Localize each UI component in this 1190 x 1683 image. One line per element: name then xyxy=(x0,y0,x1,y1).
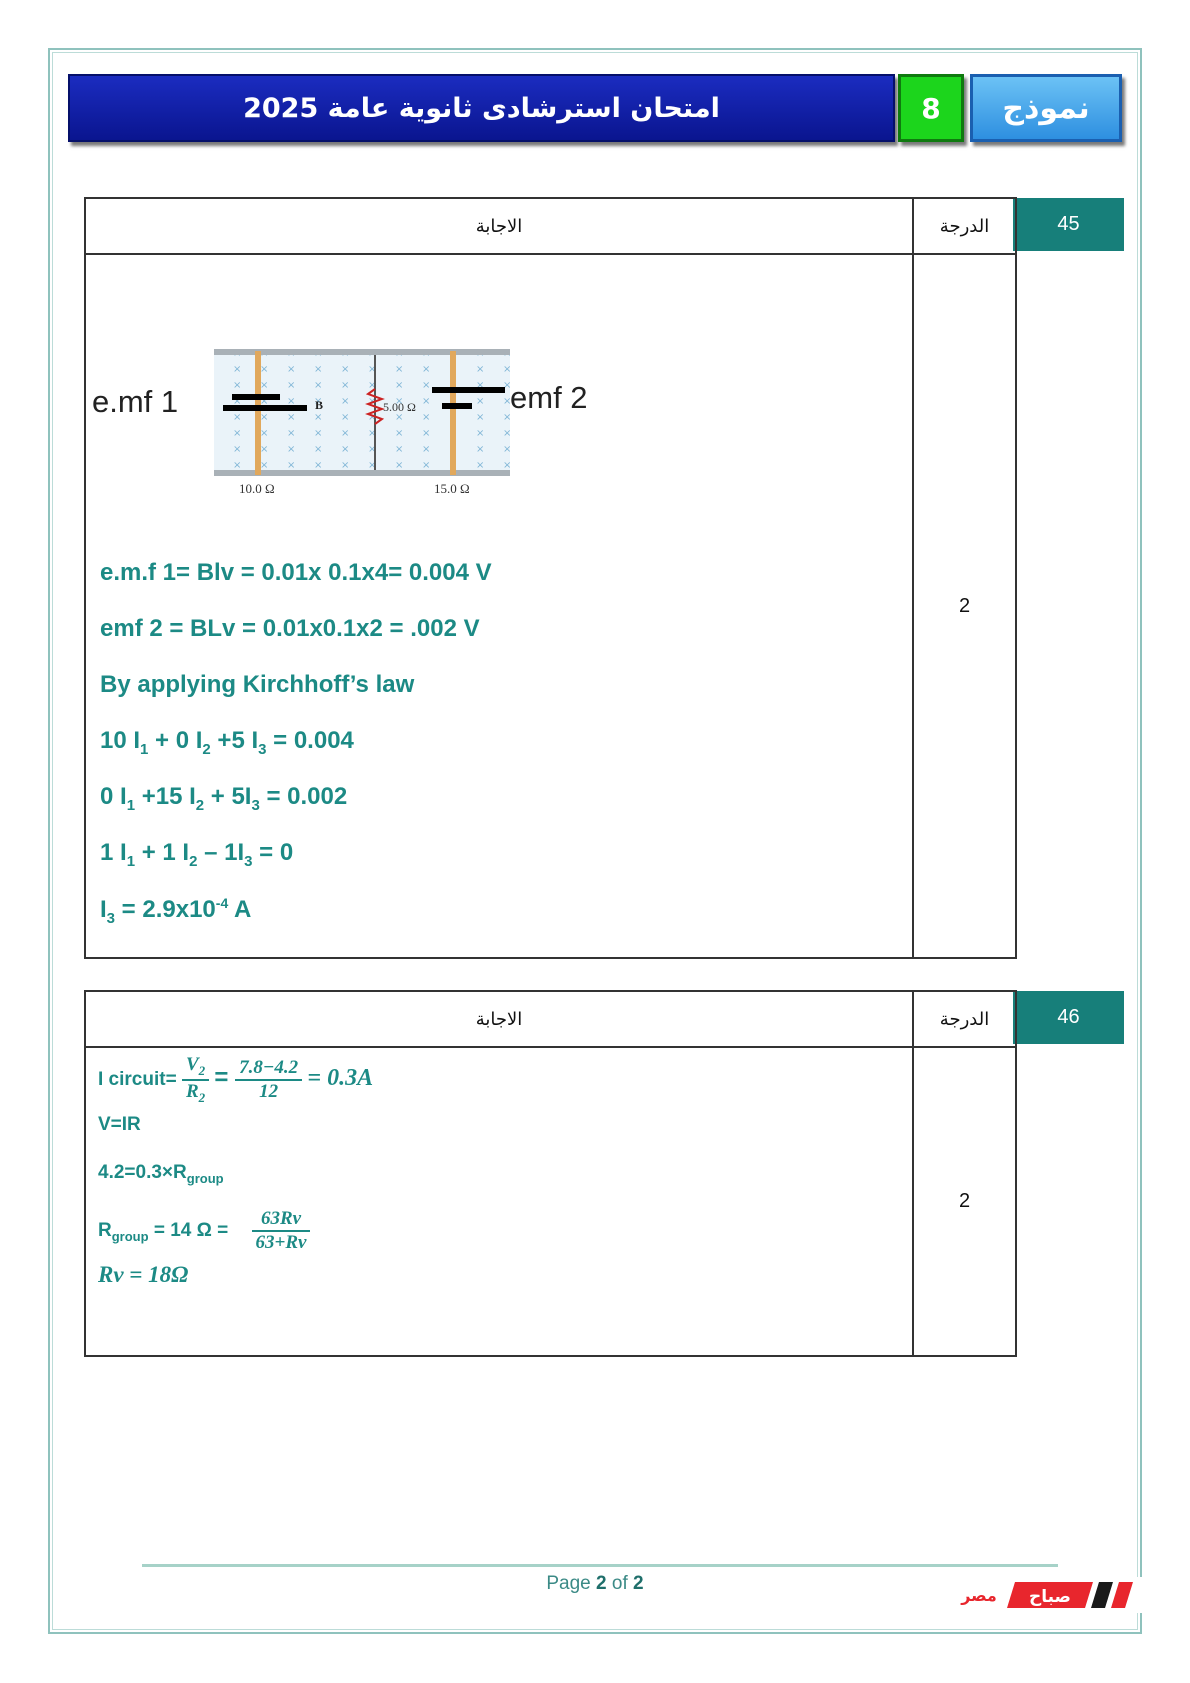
battery-1-long-plate xyxy=(223,405,307,411)
question-number-text: 45 xyxy=(1057,213,1080,235)
right-resistor-label: 15.0 Ω xyxy=(434,481,470,496)
footer-divider xyxy=(142,1564,1058,1567)
logo-word-masr: مصر xyxy=(961,1586,997,1605)
i-result: = 0.3A xyxy=(307,1064,374,1091)
page-total: 2 xyxy=(633,1573,644,1594)
fraction-parallel xyxy=(252,1208,311,1254)
emf1-equation: e.m.f 1= Blv = 0.01x 0.1x4= 0.004 V xyxy=(100,559,492,586)
battery-1-short-plate xyxy=(232,394,280,400)
r-group-value-text: $R_{group} = 14$ Ω = xyxy=(98,1220,229,1244)
fraction-numerator: 7.8−4.2 xyxy=(235,1057,302,1081)
emf2-equation: emf 2 = BLv = 0.01x0.1x2 = .002 V xyxy=(100,615,480,642)
fraction-denominator: 63+Rv xyxy=(255,1232,307,1253)
exam-title: امتحان استرشادى ثانوية عامة 2025 xyxy=(243,92,720,124)
fraction-v2-r2 xyxy=(182,1054,209,1106)
right-rod xyxy=(450,351,456,475)
grade-header-text: الدرجة xyxy=(939,1008,990,1030)
left-resistor-label: 10.0 Ω xyxy=(239,481,275,496)
equation-1: 10 $I_1 + 0$ $I_2 +5$ $I_3 = 0.004$ xyxy=(100,727,354,758)
model-number: 8 xyxy=(921,91,941,125)
fraction-denominator: $R_2$ xyxy=(185,1080,206,1105)
answer-cell xyxy=(86,255,914,957)
exam-title-banner xyxy=(68,74,895,142)
question-45-table xyxy=(84,197,1017,959)
answer-header-text: الاجابة xyxy=(475,1008,523,1030)
grade-value: 2 xyxy=(958,1190,971,1212)
answer-header xyxy=(86,199,914,255)
grade-cell xyxy=(914,1048,1015,1355)
left-rod xyxy=(255,351,261,475)
equation-2: 0 $I_1 +15$ $I_2 + 5I_3 = 0.002$ xyxy=(100,783,348,814)
battery-2-short-plate xyxy=(442,403,472,409)
r-group-value xyxy=(98,1208,310,1254)
grade-header-text: الدرجة xyxy=(939,215,990,237)
fraction-denominator: 12 xyxy=(259,1080,279,1102)
model-number-box xyxy=(898,74,964,142)
answer-header xyxy=(86,992,914,1048)
emf2-label: emf 2 xyxy=(510,380,588,415)
emf1-label: e.mf 1 xyxy=(92,384,179,419)
grade-cell xyxy=(914,255,1015,957)
answer-cell xyxy=(86,1048,914,1355)
grade-value: 2 xyxy=(958,594,971,617)
fraction-numerator: 63Rv xyxy=(252,1208,311,1232)
i-circuit-equation: I circuit= $\frac{V_2}{R_2}$ = $\frac{7.8-4.2}{12}$ = 0.3A xyxy=(98,1054,374,1105)
ohms-law: V=IR xyxy=(98,1114,141,1135)
answer-header-text: الاجابة xyxy=(475,215,523,237)
b-field-label: B xyxy=(315,398,324,412)
middle-resistor-label: 5.00 Ω xyxy=(383,400,416,414)
kirchhoff-statement: By applying Kirchhoff’s law xyxy=(100,671,415,698)
r-group-equation: $4.2=0.3\times R_{group}$ xyxy=(98,1162,224,1186)
fraction-numerator: $V_2$ xyxy=(182,1054,209,1081)
grade-header xyxy=(914,992,1015,1048)
fraction-values xyxy=(235,1057,302,1103)
battery-2-long-plate xyxy=(432,387,505,393)
model-label: نموذج xyxy=(1002,90,1090,126)
grade-header xyxy=(914,199,1015,255)
rv-result: Rv = 18Ω xyxy=(98,1262,189,1287)
page-current: 2 xyxy=(596,1573,607,1594)
circuit-diagram xyxy=(92,345,632,510)
i-circuit-label: I circuit= xyxy=(98,1068,177,1090)
model-label-box xyxy=(970,74,1122,142)
question-number-46 xyxy=(1013,991,1124,1044)
page-prefix: Page xyxy=(546,1573,591,1594)
question-46-table xyxy=(84,990,1017,1357)
page-of: of xyxy=(611,1573,628,1594)
equation-3: 1 $I_1 + 1$ $I_2 - 1I_3 = 0$ xyxy=(100,839,294,870)
question-number-45 xyxy=(1013,198,1124,251)
sabah-masr-logo xyxy=(953,1577,1143,1613)
logo-word-sabah: صباح xyxy=(1028,1587,1072,1607)
current-result: $I_3 = 2.9x10^{-4}$ A xyxy=(100,895,252,927)
question-number-text: 46 xyxy=(1057,1006,1080,1028)
